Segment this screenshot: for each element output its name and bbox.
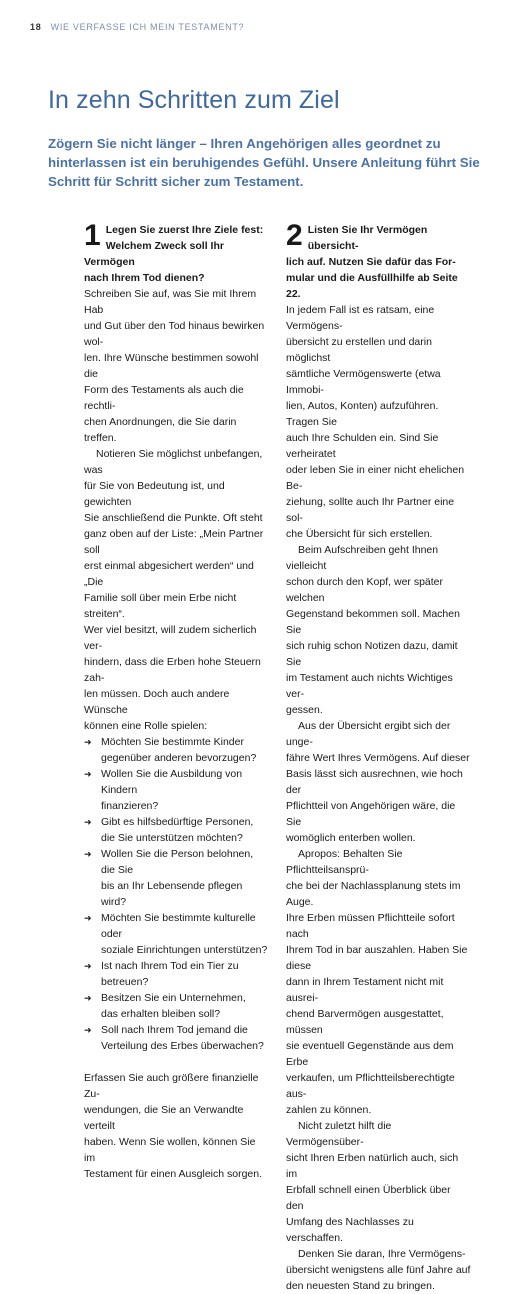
page-number: 18 [30,22,42,32]
running-header [30,22,244,32]
arrow-right-icon: ➜ [84,849,92,859]
list-item-text: Ist nach Ihrem Tod ein Tier zu betreuen? [101,960,239,988]
arrow-right-icon: ➜ [84,1025,92,1035]
list-item [84,814,269,846]
list-item [84,958,269,990]
step-2-column [286,219,471,1294]
list-item [84,846,269,910]
wish-list [84,734,269,1054]
step-heading: Listen Sie Ihr Vermögen übersicht- lich auf. Nutzen Sie dafür das For- mular und die Ausfüllhilfe ab Seite 22. [286,224,458,300]
list-item [84,734,269,766]
arrow-right-icon: ➜ [84,993,92,1003]
list-item-text: Wollen Sie die Ausbildung von Kindern finanzieren? [101,768,243,812]
step-paragraph: Apropos: Behalten Sie Pflichtteilsansprü- che bei der Nachlassplanung stets im Auge. Ihre Erben müssen Pflichtteile sofort nach Ihrem Tod in bar auszahlen. Haben Sie diese dann in Ihrem Testament nicht mit ausrei- chend Barvermögen ausgestattet, müssen sie eventuell Gegenstände aus dem Erbe verkaufen, um Pflichtteilsberechtigte aus- zahlen zu können. [286,848,468,1116]
list-item [84,910,269,958]
page-title: In zehn Schritten zum Ziel [48,86,340,114]
step-2-heading-block [286,219,471,302]
list-item-text: Möchten Sie bestimmte Kinder gegenüber anderen bevorzugen? [101,736,257,764]
arrow-right-icon: ➜ [84,769,92,779]
list-item [84,1022,269,1054]
intro-text: Zögern Sie nicht länger – Ihren Angehörigen alles geordnet zu hinterlassen ist ein beruhigendes Gefühl. Unsere Anleitung führt Sie Schritt für Schritt sicher zum Testament. [48,136,480,189]
list-item-text: Gibt es hilfsbedürftige Personen, die Sie unterstützen möchten? [101,816,254,844]
list-item-text: Soll nach Ihrem Tod jemand die Verteilung des Erbes überwachen? [101,1024,264,1052]
list-item [84,766,269,814]
step-paragraph: Schreiben Sie auf, was Sie mit Ihrem Hab und Gut über den Tod hinaus bewirken wol- len. Ihre Wünsche bestimmen sowohl die Form des Testaments als auch die rechtli- chen Anordnungen, die Sie darin treffen. [84,288,265,444]
step-1-column [84,219,269,1182]
step-1-heading-block [84,219,269,286]
arrow-right-icon: ➜ [84,737,92,747]
step-paragraph: Nicht zuletzt hilft die Vermögensüber- sicht Ihren Erben natürlich auch, sich im Erbfall schnell einen Überblick über den Umfang des Nachlasses zu verschaffen. [286,1120,459,1244]
step-paragraph: Aus der Übersicht ergibt sich der unge- fähre Wert Ihres Vermögens. Auf dieser Basis lässt sich ausrechnen, wie hoch der Pflichtteil von Angehörigen wäre, die Sie womöglich enterben wollen. [286,720,470,844]
list-item-text: Wollen Sie die Person belohnen, die Sie bis an Ihr Lebensende pflegen wird? [101,848,254,908]
arrow-right-icon: ➜ [84,817,92,827]
step-paragraph: In jedem Fall ist es ratsam, eine Vermögens- übersicht zu erstellen und darin möglichst sämtliche Vermögenswerte (etwa Immobi- lien, Autos, Konten) aufzuführen. Tragen Sie auch Ihre Schulden ein. Sind Sie verheiratet oder leben Sie in einer nicht ehelichen Be- ziehung, sollte auch Ihr Partner eine sol- che Übersicht für sich erstellen. [286,304,465,540]
step-paragraph: Erfassen Sie auch größere finanzielle Zu- wendungen, die Sie an Verwandte verteilt haben. Wenn Sie wollen, können Sie im Testament für einen Ausgleich sorgen. [84,1072,263,1180]
arrow-right-icon: ➜ [84,913,92,923]
list-item-text: Besitzen Sie ein Unternehmen, das erhalten bleiben soll? [101,992,246,1020]
arrow-right-icon: ➜ [84,961,92,971]
running-title: WIE VERFASSE ICH MEIN TESTAMENT? [50,22,245,32]
step-paragraph: Denken Sie daran, Ihre Vermögens- übersicht wenigstens alle fünf Jahre auf den neuesten Stand zu bringen. [286,1248,471,1292]
step-heading: Legen Sie zuerst Ihre Ziele fest: Welchem Zweck soll Ihr Vermögen nach Ihrem Tod dienen? [84,224,264,284]
step-number: 1 [84,219,101,252]
step-paragraph: Beim Aufschreiben geht Ihnen vielleicht schon durch den Kopf, wer später welchen Gegenstand bekommen soll. Machen Sie sich ruhig schon Notizen dazu, damit Sie im Testament auch nichts Wichtiges ver- gessen. [286,544,460,716]
list-item [84,990,269,1022]
step-paragraph: Notieren Sie möglichst unbefangen, was für Sie von Bedeutung ist, und gewichten Sie anschließend die Punkte. Oft steht ganz oben auf der Liste: „Mein Partner soll erst einmal abgesichert werden“ und „Die Familie soll über mein Erbe nicht streiten“. Wer viel besitzt, will zudem sicherlich ver- hindern, dass die Erben hohe Steuern zah- len müssen. Doch auch andere Wünsche können eine Rolle spielen: [84,448,264,732]
step-number: 2 [286,219,303,252]
list-item-text: Möchten Sie bestimmte kulturelle oder soziale Einrichtungen unterstützen? [101,912,268,956]
